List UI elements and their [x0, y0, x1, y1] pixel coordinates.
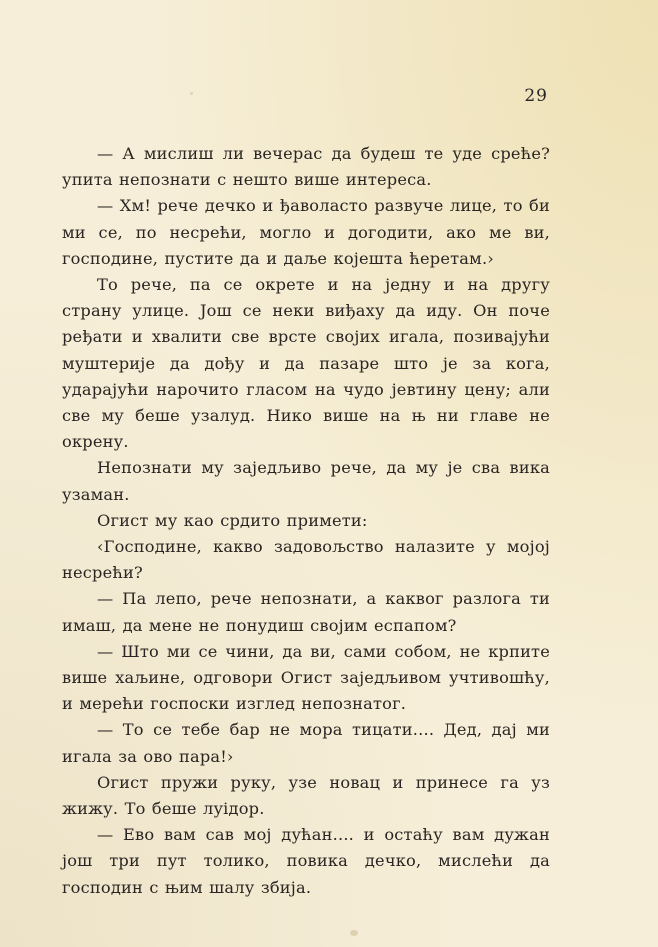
paragraph: — Хм! рече дечко и ђаволасто развуче лице, то би ми се, по несрећи, могло и догодити, ако ме ви, господине, пустите да и даље којешта ћеретам.›: [62, 196, 550, 268]
paragraph: Непознати му заједљиво рече, да му је сва вика узаман.: [62, 458, 550, 504]
body-text: [62, 141, 550, 901]
paragraph: ‹Господине, какво задовољство налазите у мојој несрећи?: [62, 537, 550, 583]
paragraph: — Ево вам сав мој дућан.... и остаћу вам дужан још три пут толико, повика дечко, мислећи да господин с њим шалу збија.: [62, 825, 550, 897]
paragraph: То рече, па се окрете и на једну и на другу страну улице. Још се неки виђаху да иду. Он поче ређати и хвалити све врсте својих игала, позивајући муштерије да дођу и да пазаре што је за кога, ударајући нарочито гласом на чудо јевтину цену; али све му беше узалуд. Нико више на њ ни главе не окрену.: [62, 275, 550, 452]
paragraph: — Па лепо, рече непознати, а каквог разлога ти имаш, да мене не понудиш својим еспапом?: [62, 589, 550, 635]
paper-speck: [350, 930, 358, 936]
paragraph: Огист му као срдито примети:: [97, 510, 368, 530]
paper-speck: [190, 92, 193, 95]
paragraph: — То се тебе бар не мора тицати.... Дед, дај ми игала за ово пара!›: [62, 720, 550, 766]
paragraph: Огист пружи руку, узе новац и принесе га уз жижу. То беше луідор.: [62, 772, 550, 819]
paragraph: — А мислиш ли вечерас да будеш те уде среће? упита непознати с нешто више интереса.: [62, 144, 550, 190]
page-number: 29: [524, 86, 548, 106]
paragraph: — Што ми се чини, да ви, сами собом, не крпите више хаљине, одговори Огист заједљивом учтивошћу, и мерећи госпоски изглед непознатог.: [62, 641, 550, 714]
